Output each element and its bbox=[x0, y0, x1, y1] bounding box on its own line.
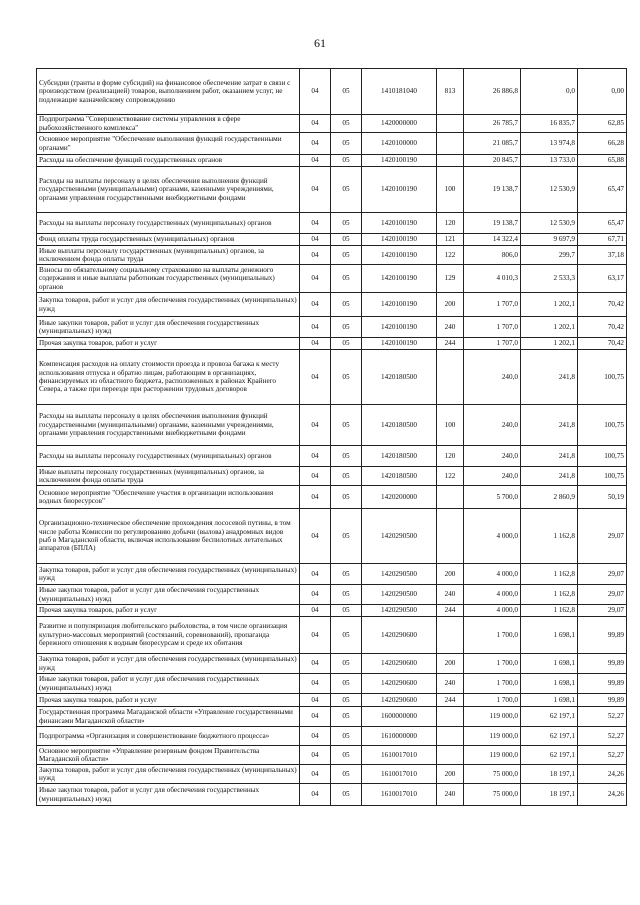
row-name: Закупка товаров, работ и услуг для обеспечения государственных (муниципальных) нужд bbox=[37, 564, 300, 585]
table-row bbox=[37, 674, 627, 694]
row-article: 1610017010 bbox=[362, 746, 437, 765]
row-executed: 12 530,9 bbox=[521, 167, 578, 213]
row-name: Компенсация расходов на оплату стоимости проезда и провоза багажа к месту использования отпуска и обратно лицам, работающим в организациях, финансируемых из областного бюджета, расположенных в районах Крайнего Севера, а также при переезде при расторжении трудовых договоров bbox=[37, 350, 300, 405]
row-planned: 4 000,0 bbox=[464, 585, 521, 605]
row-executed: 1 698,1 bbox=[521, 617, 578, 654]
row-section: 04 bbox=[300, 155, 331, 167]
row-expense-type: 240 bbox=[437, 674, 464, 694]
row-article: 1420100190 bbox=[362, 213, 437, 234]
table-row bbox=[37, 486, 627, 509]
row-expense-type: 813 bbox=[437, 69, 464, 115]
row-name: Расходы на выплаты персоналу в целях обеспечения выполнения функций государственными (муниципальными) органами, казенными учреждениями, органами управления государственными внебюджетными фондами bbox=[37, 405, 300, 446]
row-section: 04 bbox=[300, 69, 331, 115]
row-subsection: 05 bbox=[331, 727, 362, 746]
row-planned: 75 000,0 bbox=[464, 765, 521, 784]
row-planned: 119 000,0 bbox=[464, 727, 521, 746]
row-percent: 66,28 bbox=[578, 133, 627, 155]
row-planned: 119 000,0 bbox=[464, 746, 521, 765]
row-percent: 99,89 bbox=[578, 674, 627, 694]
row-executed: 1 162,8 bbox=[521, 564, 578, 585]
row-expense-type bbox=[437, 350, 464, 405]
row-percent: 62,85 bbox=[578, 115, 627, 133]
row-section: 04 bbox=[300, 467, 331, 486]
row-expense-type: 121 bbox=[437, 234, 464, 246]
row-article: 1420100190 bbox=[362, 167, 437, 213]
row-percent: 52,27 bbox=[578, 727, 627, 746]
table-row bbox=[37, 585, 627, 605]
row-executed: 62 197,1 bbox=[521, 727, 578, 746]
row-planned: 14 322,4 bbox=[464, 234, 521, 246]
row-percent: 100,75 bbox=[578, 467, 627, 486]
row-percent: 70,42 bbox=[578, 293, 627, 317]
row-name: Основное мероприятие «Управление резервным фондом Правительства Магаданской области» bbox=[37, 746, 300, 765]
row-executed: 1 698,1 bbox=[521, 654, 578, 674]
row-article: 1610000000 bbox=[362, 727, 437, 746]
row-percent: 70,42 bbox=[578, 338, 627, 350]
row-name: Прочая закупка товаров, работ и услуг bbox=[37, 338, 300, 350]
row-name: Прочая закупка товаров, работ и услуг bbox=[37, 605, 300, 617]
table-row bbox=[37, 293, 627, 317]
row-percent: 24,26 bbox=[578, 765, 627, 784]
row-article: 1420100000 bbox=[362, 133, 437, 155]
row-expense-type bbox=[437, 509, 464, 564]
table-row bbox=[37, 213, 627, 234]
row-percent: 70,42 bbox=[578, 317, 627, 338]
table-row bbox=[37, 350, 627, 405]
row-name: Расходы на выплаты персоналу в целях обеспечения выполнения функций государственными (муниципальными) органами, казенными учреждениями, органами управления государственными внебюджетными фондами bbox=[37, 167, 300, 213]
row-name: Подпрограмма «Организация и совершенствование бюджетного процесса» bbox=[37, 727, 300, 746]
row-expense-type: 244 bbox=[437, 338, 464, 350]
table-row bbox=[37, 317, 627, 338]
table-row bbox=[37, 746, 627, 765]
row-expense-type bbox=[437, 727, 464, 746]
row-executed: 2 533,3 bbox=[521, 265, 578, 293]
row-expense-type: 200 bbox=[437, 765, 464, 784]
row-article: 1610017010 bbox=[362, 784, 437, 806]
row-name: Развитие и популяризация любительского рыболовства, в том числе организация культурно-массовых мероприятий (состязаний, соревнований), пропаганда бережного отношения к водным биоресурсам и среде их обитания bbox=[37, 617, 300, 654]
table-row bbox=[37, 617, 627, 654]
row-executed: 1 202,1 bbox=[521, 338, 578, 350]
row-planned: 1 707,0 bbox=[464, 293, 521, 317]
row-expense-type: 100 bbox=[437, 405, 464, 446]
row-executed: 1 202,1 bbox=[521, 317, 578, 338]
table-row bbox=[37, 765, 627, 784]
row-percent: 100,75 bbox=[578, 350, 627, 405]
row-percent: 63,17 bbox=[578, 265, 627, 293]
table-row bbox=[37, 707, 627, 727]
row-expense-type: 244 bbox=[437, 694, 464, 707]
row-section: 04 bbox=[300, 617, 331, 654]
row-expense-type: 120 bbox=[437, 213, 464, 234]
row-article: 1420290600 bbox=[362, 654, 437, 674]
row-subsection: 05 bbox=[331, 617, 362, 654]
row-expense-type: 240 bbox=[437, 784, 464, 806]
table-row bbox=[37, 446, 627, 467]
row-subsection: 05 bbox=[331, 234, 362, 246]
row-expense-type: 240 bbox=[437, 585, 464, 605]
row-subsection: 05 bbox=[331, 605, 362, 617]
row-article: 1420100190 bbox=[362, 155, 437, 167]
row-expense-type bbox=[437, 746, 464, 765]
row-section: 04 bbox=[300, 707, 331, 727]
row-executed: 13 974,8 bbox=[521, 133, 578, 155]
row-subsection: 05 bbox=[331, 69, 362, 115]
row-executed: 241,8 bbox=[521, 467, 578, 486]
row-expense-type: 100 bbox=[437, 167, 464, 213]
row-executed: 9 697,9 bbox=[521, 234, 578, 246]
row-subsection: 05 bbox=[331, 213, 362, 234]
row-percent: 100,75 bbox=[578, 446, 627, 467]
row-name: Иные закупки товаров, работ и услуг для обеспечения государственных (муниципальных) нужд bbox=[37, 674, 300, 694]
row-section: 04 bbox=[300, 654, 331, 674]
row-name: Закупка товаров, работ и услуг для обеспечения государственных (муниципальных) нужд bbox=[37, 654, 300, 674]
row-percent: 100,75 bbox=[578, 405, 627, 446]
row-percent: 67,71 bbox=[578, 234, 627, 246]
row-article: 1420100190 bbox=[362, 317, 437, 338]
row-planned: 19 138,7 bbox=[464, 167, 521, 213]
row-planned: 240,0 bbox=[464, 446, 521, 467]
row-subsection: 05 bbox=[331, 707, 362, 727]
row-section: 04 bbox=[300, 338, 331, 350]
row-expense-type: 200 bbox=[437, 564, 464, 585]
row-expense-type bbox=[437, 155, 464, 167]
row-planned: 1 700,0 bbox=[464, 654, 521, 674]
row-subsection: 05 bbox=[331, 585, 362, 605]
row-planned: 806,0 bbox=[464, 246, 521, 265]
row-planned: 1 700,0 bbox=[464, 674, 521, 694]
row-section: 04 bbox=[300, 585, 331, 605]
row-article: 1600000000 bbox=[362, 707, 437, 727]
row-subsection: 05 bbox=[331, 133, 362, 155]
row-planned: 75 000,0 bbox=[464, 784, 521, 806]
row-planned: 240,0 bbox=[464, 350, 521, 405]
row-expense-type: 200 bbox=[437, 293, 464, 317]
row-expense-type bbox=[437, 486, 464, 509]
row-percent: 29,07 bbox=[578, 564, 627, 585]
row-planned: 1 700,0 bbox=[464, 617, 521, 654]
row-planned: 26 785,7 bbox=[464, 115, 521, 133]
row-article: 1420000000 bbox=[362, 115, 437, 133]
row-expense-type: 244 bbox=[437, 605, 464, 617]
row-section: 04 bbox=[300, 694, 331, 707]
row-subsection: 05 bbox=[331, 654, 362, 674]
row-name: Организационно-техническое обеспечение прохождения лососевой путины, в том числе работы Комиссии по регулированию добычи (вылова) анадромных видов рыб в Магаданской области, включая использование беспилотных летательных аппаратов (БПЛА) bbox=[37, 509, 300, 564]
row-section: 04 bbox=[300, 765, 331, 784]
row-percent: 29,07 bbox=[578, 585, 627, 605]
table-row bbox=[37, 784, 627, 806]
row-article: 1420100190 bbox=[362, 246, 437, 265]
row-planned: 4 010,3 bbox=[464, 265, 521, 293]
row-article: 1420180500 bbox=[362, 350, 437, 405]
row-expense-type bbox=[437, 133, 464, 155]
row-section: 04 bbox=[300, 115, 331, 133]
row-executed: 62 197,1 bbox=[521, 707, 578, 727]
row-planned: 4 000,0 bbox=[464, 564, 521, 585]
table-row bbox=[37, 155, 627, 167]
row-executed: 1 698,1 bbox=[521, 674, 578, 694]
row-expense-type bbox=[437, 707, 464, 727]
row-percent: 99,89 bbox=[578, 617, 627, 654]
row-subsection: 05 bbox=[331, 246, 362, 265]
row-subsection: 05 bbox=[331, 784, 362, 806]
row-expense-type bbox=[437, 115, 464, 133]
row-planned: 240,0 bbox=[464, 467, 521, 486]
table-row bbox=[37, 727, 627, 746]
row-name: Основное мероприятие "Обеспечение выполнения функций государственными органами" bbox=[37, 133, 300, 155]
table-row bbox=[37, 265, 627, 293]
row-name: Иные выплаты персоналу государственных (муниципальных) органов, за исключением фонда оплаты труда bbox=[37, 246, 300, 265]
row-expense-type: 122 bbox=[437, 246, 464, 265]
table-row bbox=[37, 509, 627, 564]
row-subsection: 05 bbox=[331, 564, 362, 585]
row-subsection: 05 bbox=[331, 115, 362, 133]
row-article: 1420290500 bbox=[362, 564, 437, 585]
table-row bbox=[37, 338, 627, 350]
row-executed: 18 197,1 bbox=[521, 765, 578, 784]
table-row bbox=[37, 694, 627, 707]
row-name: Расходы на выплаты персоналу государственных (муниципальных) органов bbox=[37, 446, 300, 467]
row-executed: 13 733,0 bbox=[521, 155, 578, 167]
row-section: 04 bbox=[300, 605, 331, 617]
table-row bbox=[37, 605, 627, 617]
row-planned: 240,0 bbox=[464, 405, 521, 446]
row-subsection: 05 bbox=[331, 765, 362, 784]
table-row bbox=[37, 467, 627, 486]
row-subsection: 05 bbox=[331, 509, 362, 564]
row-subsection: 05 bbox=[331, 467, 362, 486]
row-subsection: 05 bbox=[331, 265, 362, 293]
row-section: 04 bbox=[300, 564, 331, 585]
row-executed: 1 162,8 bbox=[521, 585, 578, 605]
row-article: 1410181040 bbox=[362, 69, 437, 115]
row-article: 1420100190 bbox=[362, 234, 437, 246]
row-expense-type: 129 bbox=[437, 265, 464, 293]
row-article: 1420290600 bbox=[362, 694, 437, 707]
row-article: 1420290500 bbox=[362, 605, 437, 617]
row-executed: 62 197,1 bbox=[521, 746, 578, 765]
row-expense-type: 200 bbox=[437, 654, 464, 674]
row-section: 04 bbox=[300, 317, 331, 338]
row-percent: 65,47 bbox=[578, 167, 627, 213]
row-percent: 52,27 bbox=[578, 707, 627, 727]
row-article: 1420180500 bbox=[362, 405, 437, 446]
row-section: 04 bbox=[300, 265, 331, 293]
row-name: Расходы на обеспечение функций государственных органов bbox=[37, 155, 300, 167]
row-percent: 29,07 bbox=[578, 605, 627, 617]
row-name: Субсидии (гранты в форме субсидий) на финансовое обеспечение затрат в связи с производством (реализацией) товаров, выполнением работ, оказанием услуг, не подлежащие казначейскому сопровождению bbox=[37, 69, 300, 115]
row-expense-type bbox=[437, 617, 464, 654]
row-name: Закупка товаров, работ и услуг для обеспечения государственных (муниципальных) нужд bbox=[37, 293, 300, 317]
row-section: 04 bbox=[300, 674, 331, 694]
row-planned: 26 886,8 bbox=[464, 69, 521, 115]
row-section: 04 bbox=[300, 167, 331, 213]
row-planned: 1 707,0 bbox=[464, 338, 521, 350]
row-subsection: 05 bbox=[331, 405, 362, 446]
row-subsection: 05 bbox=[331, 694, 362, 707]
row-executed: 241,8 bbox=[521, 405, 578, 446]
row-executed: 299,7 bbox=[521, 246, 578, 265]
row-section: 04 bbox=[300, 213, 331, 234]
row-executed: 241,8 bbox=[521, 446, 578, 467]
row-percent: 50,19 bbox=[578, 486, 627, 509]
row-subsection: 05 bbox=[331, 293, 362, 317]
row-executed: 1 202,1 bbox=[521, 293, 578, 317]
row-subsection: 05 bbox=[331, 674, 362, 694]
row-expense-type: 120 bbox=[437, 446, 464, 467]
row-name: Иные закупки товаров, работ и услуг для обеспечения государственных (муниципальных) нужд bbox=[37, 317, 300, 338]
row-article: 1420200000 bbox=[362, 486, 437, 509]
row-section: 04 bbox=[300, 293, 331, 317]
row-percent: 99,89 bbox=[578, 694, 627, 707]
row-article: 1420180500 bbox=[362, 446, 437, 467]
page-number: 61 bbox=[314, 36, 326, 50]
row-planned: 5 700,0 bbox=[464, 486, 521, 509]
row-section: 04 bbox=[300, 784, 331, 806]
row-subsection: 05 bbox=[331, 155, 362, 167]
row-name: Расходы на выплаты персоналу государственных (муниципальных) органов bbox=[37, 213, 300, 234]
row-percent: 24,26 bbox=[578, 784, 627, 806]
budget-table-body bbox=[37, 69, 627, 806]
row-article: 1420100190 bbox=[362, 293, 437, 317]
row-executed: 16 835,7 bbox=[521, 115, 578, 133]
row-percent: 65,88 bbox=[578, 155, 627, 167]
row-executed: 1 162,8 bbox=[521, 509, 578, 564]
row-name: Иные закупки товаров, работ и услуг для обеспечения государственных (муниципальных) нужд bbox=[37, 585, 300, 605]
row-section: 04 bbox=[300, 246, 331, 265]
table-row bbox=[37, 405, 627, 446]
table-row bbox=[37, 69, 627, 115]
row-article: 1420290600 bbox=[362, 617, 437, 654]
table-row bbox=[37, 246, 627, 265]
row-executed: 1 698,1 bbox=[521, 694, 578, 707]
row-percent: 99,89 bbox=[578, 654, 627, 674]
row-subsection: 05 bbox=[331, 486, 362, 509]
row-subsection: 05 bbox=[331, 167, 362, 213]
row-article: 1420290500 bbox=[362, 585, 437, 605]
row-percent: 37,18 bbox=[578, 246, 627, 265]
row-section: 04 bbox=[300, 350, 331, 405]
row-section: 04 bbox=[300, 727, 331, 746]
row-planned: 1 707,0 bbox=[464, 317, 521, 338]
row-name: Иные выплаты персоналу государственных (муниципальных) органов, за исключением фонда оплаты труда bbox=[37, 467, 300, 486]
row-executed: 2 860,9 bbox=[521, 486, 578, 509]
row-article: 1420290500 bbox=[362, 509, 437, 564]
row-percent: 52,27 bbox=[578, 746, 627, 765]
row-name: Фонд оплаты труда государственных (муниципальных) органов bbox=[37, 234, 300, 246]
row-percent: 29,07 bbox=[578, 509, 627, 564]
row-section: 04 bbox=[300, 405, 331, 446]
row-subsection: 05 bbox=[331, 338, 362, 350]
row-planned: 119 000,0 bbox=[464, 707, 521, 727]
row-article: 1420180500 bbox=[362, 467, 437, 486]
table-row bbox=[37, 115, 627, 133]
row-planned: 1 700,0 bbox=[464, 694, 521, 707]
row-planned: 4 000,0 bbox=[464, 509, 521, 564]
row-executed: 0,0 bbox=[521, 69, 578, 115]
row-article: 1610017010 bbox=[362, 765, 437, 784]
row-planned: 20 845,7 bbox=[464, 155, 521, 167]
row-name: Прочая закупка товаров, работ и услуг bbox=[37, 694, 300, 707]
row-section: 04 bbox=[300, 486, 331, 509]
table-row bbox=[37, 234, 627, 246]
row-percent: 65,47 bbox=[578, 213, 627, 234]
table-row bbox=[37, 564, 627, 585]
row-expense-type: 122 bbox=[437, 467, 464, 486]
row-name: Государственная программа Магаданской области «Управление государственными финансами Магаданской области» bbox=[37, 707, 300, 727]
row-subsection: 05 bbox=[331, 446, 362, 467]
row-executed: 18 197,1 bbox=[521, 784, 578, 806]
row-section: 04 bbox=[300, 746, 331, 765]
row-executed: 1 162,8 bbox=[521, 605, 578, 617]
table-row bbox=[37, 133, 627, 155]
table-row bbox=[37, 654, 627, 674]
row-subsection: 05 bbox=[331, 746, 362, 765]
table-row bbox=[37, 167, 627, 213]
row-executed: 241,8 bbox=[521, 350, 578, 405]
row-article: 1420100190 bbox=[362, 338, 437, 350]
row-section: 04 bbox=[300, 446, 331, 467]
row-subsection: 05 bbox=[331, 350, 362, 405]
row-section: 04 bbox=[300, 133, 331, 155]
row-percent: 0,00 bbox=[578, 69, 627, 115]
row-subsection: 05 bbox=[331, 317, 362, 338]
row-executed: 12 530,9 bbox=[521, 213, 578, 234]
row-planned: 4 000,0 bbox=[464, 605, 521, 617]
row-expense-type: 240 bbox=[437, 317, 464, 338]
row-section: 04 bbox=[300, 509, 331, 564]
row-article: 1420290600 bbox=[362, 674, 437, 694]
budget-table bbox=[36, 68, 627, 806]
row-name: Взносы по обязательному социальному страхованию на выплаты денежного содержания и иные выплаты работникам государственных (муниципальных) органов bbox=[37, 265, 300, 293]
row-section: 04 bbox=[300, 234, 331, 246]
row-planned: 19 138,7 bbox=[464, 213, 521, 234]
row-article: 1420100190 bbox=[362, 265, 437, 293]
row-planned: 21 085,7 bbox=[464, 133, 521, 155]
row-name: Закупка товаров, работ и услуг для обеспечения государственных (муниципальных) нужд bbox=[37, 765, 300, 784]
row-name: Иные закупки товаров, работ и услуг для обеспечения государственных (муниципальных) нужд bbox=[37, 784, 300, 806]
row-name: Подпрограмма "Совершенствование системы управления в сфере рыбохозяйственного комплекса" bbox=[37, 115, 300, 133]
row-name: Основное мероприятие "Обеспечение участия в организации использования водных биоресурсов" bbox=[37, 486, 300, 509]
